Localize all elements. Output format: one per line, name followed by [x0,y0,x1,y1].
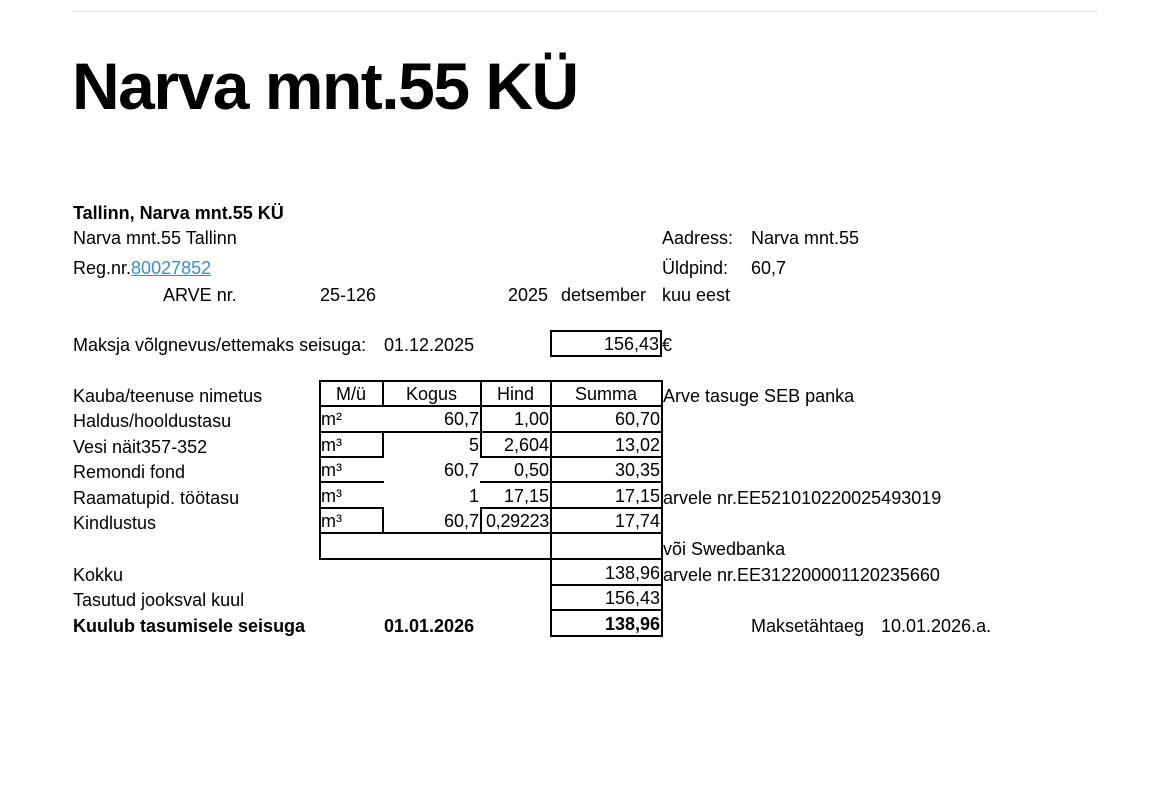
grid-line [382,431,384,458]
cell-sum: 30,35 [614,460,660,480]
row-name: Raamatupid. töötasu [73,488,240,508]
reg-number-line [73,257,211,279]
address-value: Narva mnt.55 [751,228,860,248]
grid-line [480,507,482,534]
grid-line [551,507,663,509]
grid-line [550,609,663,611]
due-value: 138,96 [604,614,660,634]
paid-value: 156,43 [604,588,660,608]
top-divider [73,11,1098,12]
balance-amount: 156,43 [550,330,662,357]
column-header-unit: M/ü [335,384,366,404]
due-label: Kuulub tasumisele seisuga [73,616,306,636]
cell-unit: m² [321,409,342,429]
cell-unit: m³ [321,486,342,506]
column-header-qty: Kogus [405,384,458,404]
grid-line [480,481,663,483]
cell-qty: 60,7 [443,511,479,531]
grid-line [480,456,663,458]
cell-price: 2,604 [503,435,549,455]
grid-line [319,507,384,509]
cell-unit: m³ [321,460,342,480]
total-label: Kokku [73,565,124,585]
column-header-sum: Summa [574,384,637,404]
row-name: Haldus/hooldustasu [73,411,232,431]
paid-label: Tasutud jooksval kuul [73,590,245,610]
area-label: Üldpind: [662,258,729,278]
cell-price: 0,29223 [486,511,549,531]
cell-qty: 60,7 [443,409,479,429]
reg-label: Reg.nr. [73,258,132,278]
row-name: Remondi fond [73,462,186,482]
deadline-label: Maksetähtaeg [751,616,865,636]
grid-line [480,507,552,509]
cell-unit: m³ [321,435,342,455]
invoice-month: detsember [561,285,647,305]
grid-line [550,584,663,586]
swed-account: arvele nr.EE312200001120235660 [663,565,940,585]
invoice-number: 25-126 [320,285,377,305]
cell-qty: 1 [468,486,479,506]
grid-line [550,635,663,637]
page-title: Narva mnt.55 KÜ [72,49,578,123]
cell-unit: m³ [321,511,342,531]
total-value: 138,96 [604,563,660,583]
invoice-period-suffix: kuu eest [662,285,731,305]
grid-line [319,481,384,483]
grid-line [480,380,482,458]
grid-line [550,380,552,637]
cell-sum: 17,74 [614,511,660,531]
cell-price: 0,50 [513,460,549,480]
table-name-header: Kauba/teenuse nimetus [73,386,263,406]
row-name: Kindlustus [73,513,157,533]
grid-line [319,431,663,433]
grid-line [319,456,384,458]
invoice-year: 2025 [508,285,549,305]
balance-label: Maksja võlgnevus/ettemaks seisuga: [73,335,367,355]
row-name: Vesi näit357-352 [73,437,208,457]
swed-instruction: või Swedbanka [663,539,786,559]
cell-qty: 5 [468,435,479,455]
seb-account: arvele nr.EE521010220025493019 [663,488,942,508]
grid-line [319,380,321,560]
seb-instruction: Arve tasuge SEB panka [663,386,855,406]
deadline-value: 10.01.2026.a. [881,616,992,636]
cell-price: 17,15 [503,486,549,506]
cell-sum: 60,70 [614,409,660,429]
reg-number-link[interactable]: 80027852 [131,258,212,278]
grid-line [319,405,663,407]
grid-line [319,532,663,534]
balance-currency: € [662,335,673,355]
address-label: Aadress: [662,228,734,248]
grid-line [319,558,663,560]
grid-line [319,380,663,382]
grid-line [382,507,384,534]
cell-price: 1,00 [513,409,549,429]
invoice-label: ARVE nr. [163,285,237,305]
due-date: 01.01.2026 [384,616,475,636]
balance-date: 01.12.2025 [384,335,475,355]
cell-sum: 17,15 [614,486,660,506]
area-value: 60,7 [751,258,787,278]
grid-line [382,380,384,407]
org-address: Narva mnt.55 Tallinn [73,228,237,248]
column-header-price: Hind [496,384,535,404]
cell-qty: 60,7 [443,460,479,480]
org-name: Tallinn, Narva mnt.55 KÜ [73,203,284,223]
cell-sum: 13,02 [614,435,660,455]
